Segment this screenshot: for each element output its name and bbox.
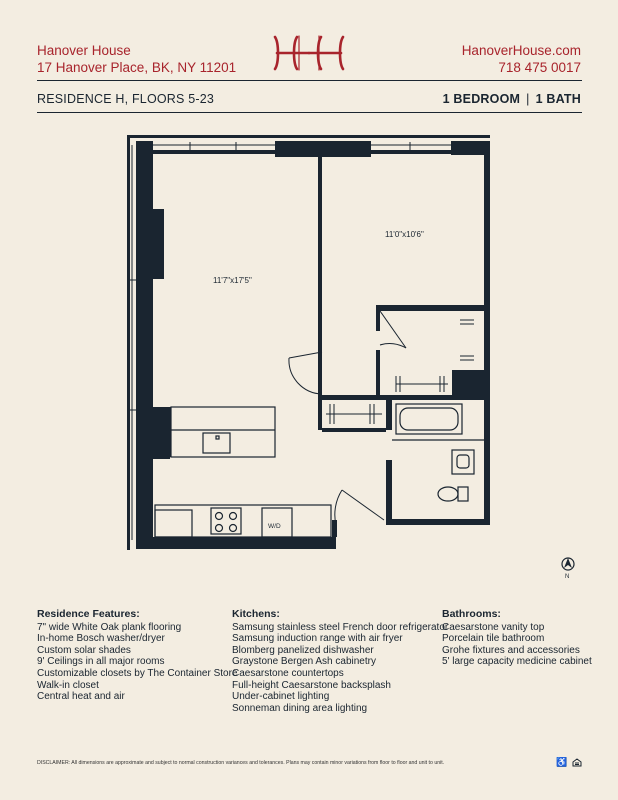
- feature-item: Customizable closets by The Container Store: [37, 667, 238, 679]
- toilet: [438, 487, 458, 501]
- window-left: [127, 135, 130, 550]
- feature-item: Custom solar shades: [37, 644, 131, 656]
- feature-item: Caesarstone vanity top: [442, 621, 545, 633]
- refrigerator: [155, 510, 192, 537]
- feature-item: 5' large capacity medicine cabinet: [442, 656, 592, 668]
- feature-item: Walk-in closet: [37, 679, 99, 691]
- wall-closet-left: [376, 350, 380, 398]
- separator: |: [526, 92, 530, 106]
- wall-bottom-bath: [386, 519, 490, 525]
- feature-item: Blomberg panelized dishwasher: [232, 644, 374, 656]
- wall-top-right: [451, 141, 488, 155]
- wd-label: W/D: [268, 523, 281, 530]
- feature-item: Samsung induction range with air fryer: [232, 633, 403, 645]
- feature-item: 9' Ceilings in all major rooms: [37, 656, 165, 668]
- bedroom-count: 1 BEDROOM: [442, 92, 521, 106]
- wall-linen-left: [318, 400, 322, 430]
- wall-bath-left: [386, 400, 392, 430]
- wall-linen-bottom: [322, 428, 386, 432]
- column-left: [136, 209, 164, 279]
- wall-closet-stub: [376, 311, 380, 331]
- kitchen-features: [232, 609, 448, 714]
- wall-top-bedroom: [371, 150, 451, 154]
- feature-item: 7" wide White Oak plank flooring: [37, 621, 182, 633]
- feature-item: Sonneman dining area lighting: [232, 702, 368, 714]
- feature-item: Samsung stainless steel French door refrigerator: [232, 621, 449, 633]
- north-label: N: [565, 574, 570, 580]
- wall-bedroom-left: [318, 154, 322, 364]
- bath-count: 1 BATH: [535, 92, 581, 106]
- feature-item: Caesarstone countertops: [232, 667, 344, 679]
- equal-housing-icon: [572, 758, 582, 767]
- feature-item: Porcelain tile bathroom: [442, 633, 545, 645]
- wall-left-lower: [136, 459, 153, 549]
- feature-item: Full-height Caesarstone backsplash: [232, 679, 391, 691]
- bathroom-features-title: Bathrooms:: [442, 608, 501, 620]
- kitchen-features-title: Kitchens:: [232, 608, 280, 620]
- residence-features-title: Residence Features:: [37, 608, 140, 620]
- north-arrow: [562, 558, 574, 570]
- bathroom-features: [442, 609, 592, 668]
- residence-title: RESIDENCE H, FLOORS 5-23: [37, 92, 215, 106]
- phone-number: 718 475 0017: [498, 60, 581, 75]
- brand-name: Hanover House: [37, 43, 131, 58]
- wall-bedroom-bottom: [376, 305, 484, 311]
- brand-address: 17 Hanover Place, BK, NY 11201: [37, 60, 237, 75]
- wall-top-column: [275, 141, 371, 157]
- living-room-dimensions: 11'7"x17'5": [213, 276, 252, 285]
- feature-item: Graystone Bergen Ash cabinetry: [232, 656, 376, 668]
- kitchen-island: [171, 407, 275, 457]
- footer-icons: [556, 757, 582, 768]
- feature-item: In-home Bosch washer/dryer: [37, 633, 165, 645]
- wall-left-mid: [136, 279, 153, 409]
- wall-top-living: [153, 150, 275, 154]
- disclaimer: DISCLAIMER: All dimensions are approximate and subject to normal construction variances and tolerances. Plans may contain minor variations from floor to floor and unit to unit.: [37, 760, 445, 766]
- window-top: [127, 135, 490, 138]
- wall-bath-top: [318, 395, 484, 400]
- bath-vanity: [452, 450, 474, 474]
- wall-right: [484, 141, 490, 525]
- wall-bottom-kitchen: [136, 537, 336, 549]
- wall-bath-left-lower: [386, 460, 392, 519]
- column-right: [452, 370, 484, 398]
- feature-item: Under-cabinet lighting: [232, 691, 330, 703]
- wall-left-upper: [136, 141, 153, 209]
- wheelchair-icon: ♿: [556, 757, 568, 767]
- bedroom-dimensions: 11'0"x10'6": [385, 230, 424, 239]
- residence-features: [37, 609, 237, 703]
- feature-item: Central heat and air: [37, 691, 125, 703]
- website-link[interactable]: HanoverHouse.com: [461, 43, 581, 58]
- kitchen-column: [153, 407, 171, 457]
- feature-item: Grohe fixtures and accessories: [442, 644, 580, 656]
